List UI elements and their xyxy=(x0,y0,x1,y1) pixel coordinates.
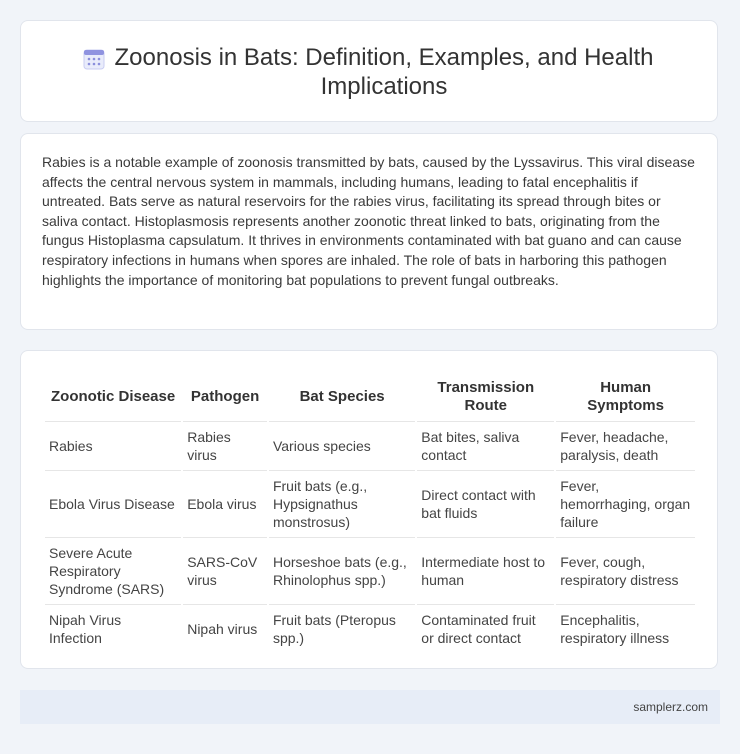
footer-bar xyxy=(20,690,720,724)
cell-bat-species: Fruit bats (Pteropus spp.) xyxy=(272,612,396,646)
footer-site-link[interactable]: samplerz.com xyxy=(633,700,708,714)
header-transmission-route: Transmission Route xyxy=(417,373,554,422)
cell-bat-species: Horseshoe bats (e.g., Rhinolophus spp.) xyxy=(269,538,415,605)
cell-disease: Ebola Virus Disease xyxy=(45,471,181,538)
table-row xyxy=(45,605,695,653)
table-card xyxy=(20,350,718,669)
zoonosis-table xyxy=(43,373,697,653)
cell-disease: Nipah Virus Infection xyxy=(49,612,122,646)
header-pathogen: Pathogen xyxy=(183,373,267,422)
cell-disease: Severe Acute Respiratory Syndrome (SARS) xyxy=(45,538,181,605)
title-card xyxy=(20,20,718,122)
table-row xyxy=(45,471,695,538)
cell-bat-species: Fruit bats (e.g., Hypsignathus monstrosus) xyxy=(269,471,415,538)
table-row xyxy=(45,538,695,605)
header-zoonotic-disease: Zoonotic Disease xyxy=(45,373,181,422)
cell-pathogen: Ebola virus xyxy=(183,471,267,538)
cell-transmission: Contaminated fruit or direct contact xyxy=(421,612,536,646)
header-bat-species: Bat Species xyxy=(269,373,415,422)
cell-symptoms: Fever, headache, paralysis, death xyxy=(556,422,695,471)
table-header-row xyxy=(45,373,695,422)
cell-pathogen: Nipah virus xyxy=(187,621,258,637)
cell-pathogen: SARS-CoV virus xyxy=(183,538,267,605)
header-human-symptoms: Human Symptoms xyxy=(556,373,695,422)
cell-transmission: Direct contact with bat fluids xyxy=(417,471,554,538)
cell-symptoms: Encephalitis, respiratory illness xyxy=(560,612,670,646)
cell-pathogen: Rabies virus xyxy=(183,422,267,471)
cell-transmission: Bat bites, saliva contact xyxy=(417,422,554,471)
intro-card xyxy=(20,133,718,330)
cell-bat-species: Various species xyxy=(269,422,415,471)
page-title: Zoonosis in Bats: Definition, Examples, and Health Implications xyxy=(114,44,654,100)
cell-transmission: Intermediate host to human xyxy=(417,538,554,605)
intro-paragraph: Rabies is a notable example of zoonosis transmitted by bats, caused by the Lyssavirus. This viral disease affects the central nervous system in mammals, including humans, leading to fatal encephalitis if untreated. Bats serve as natural reservoirs for the rabies virus, facilitating its spread through bites or saliva contact. Histoplasmosis represents another zoonotic threat linked to bats, originating from the fungus Histoplasma capsulatum. It thrives in environments contaminated with bat guano and can cause respiratory infections in humans when spores are inhaled. The role of bats in harboring this pathogen highlights the importance of monitoring bat populations to prevent fungal outbreaks. xyxy=(42,154,695,288)
cell-symptoms: Fever, cough, respiratory distress xyxy=(556,538,695,605)
table-row xyxy=(45,422,695,471)
cell-symptoms: Fever, hemorrhaging, organ failure xyxy=(556,471,695,538)
cell-disease: Rabies xyxy=(45,422,181,471)
